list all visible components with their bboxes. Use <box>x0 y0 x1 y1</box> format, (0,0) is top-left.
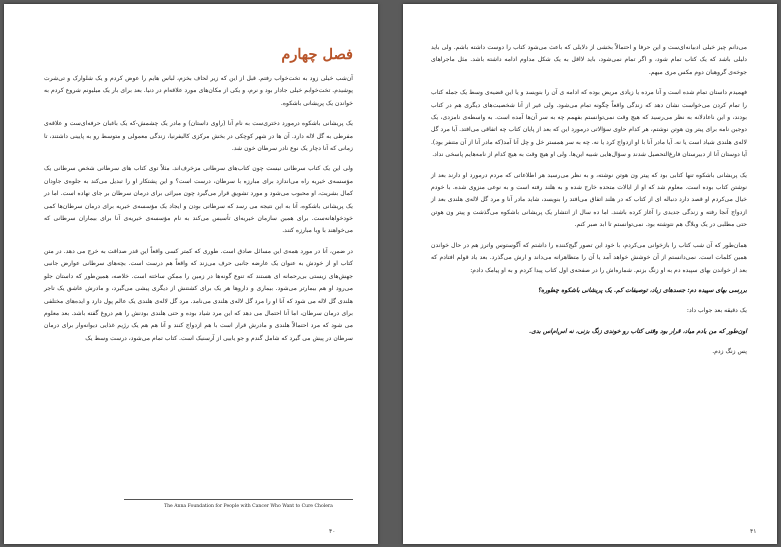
paragraph: همان‌طور که آن شب کتاب را بازخوانی می‌کردم، با خود این تصور گیج‌کننده را داشتم که آگوستوس واترز هم در حال خواندن همین کلمات است. نمی‌دانستم از آن خوشش خواهد آمد یا آن را متظاهرانه می‌داند و ارش می‌گذرد. بعد یاد قولم افتادم که بعد از خواندن بهای سپیده دم به او زنگ بزنم. شماره‌اش را در صفحه‌ی اول کتاب پیدا کردم و به او پیامک دادم: <box>431 241 747 274</box>
paragraph: یک پریشانی باشکوه تنها کتابی بود که پیتر ون هوتن نوشته، و به نظر می‌رسید هر اطلاعاتی که مردم درمورد او دارند بعد از نوشتن کتاب بوده است. معلوم شد که او از ایالات متحده خارج شده و به هلند رفته است و به نوعی منزوی شده. با خودم خیال می‌کردم او قصد دارد دنباله ای از کتاب که در هلند اتفاق می‌افتد را بنویسد، شاید مادر آنا و مرد گل لاله‌ی هلندی بعد از ازدواج آنجا رفته و زندگی جدیدی را آغاز کرده باشند. اما ده سال از انتشار یک پریشانی باشکوه می‌گذشت و پیتر ون هوتن حتی مطلبی در یک وبلاگ هم نتوشته بود. نمی‌توانستم تا ابد صبر کنم. <box>431 171 747 229</box>
paragraph: یک پریشانی باشکوه درمورد دختری‌ست به نام آنا (راوی داستان) و مادر یک چشمش-که یک باغبان حرفه‌ای‌ست و علاقه‌ی مفرطی به گل لاله دارد. آن ها در شهر کوچکی در بخش مرکزی کالیفرنیا، زندگی معمولی و متوسط رو به پایینی داشتند، تا زمانی که آنا دچار یک نوع نادر سرطان خون شد. <box>44 120 353 153</box>
page-number: ۴۱ <box>750 528 757 535</box>
paragraph: در ضمن، آنا در مورد همه‌ی این مسائل صادق است. طوری که کمتر کسی واقعاً این قدر صداقت به خرج می دهد. در متن کتاب او از خودش به عنوان یک عارضه جانبی حرف می‌زند که واقعاً هم درست است. بچه‌های سرطانی عوارض جانبی جهش‌های زیستی بی‌رحمانه ای هستند که تنوع گونه‌ها در زمین را ممکن ساخته است. خلاصه، همین‌طور که داستان جلو می‌رود او هم بیمارتر می‌شود. بیماری و داروها هر یک برای کشتنش از دیگری پیشی می‌گیرد، و مادرش عاشق یک تاجر هلندی گل لاله می شود که آنا او را مرد گل لاله‌ی هلندی می‌نامد. مرد گل لاله‌ی هلندی یک عالم پول دارد و ایده‌های مختلفی برای درمان سرطان، اما آنا احتمال می دهد که این مرد شیاد بوده و حتی هلندی بودنش را هم دروغ گفته باشد. بعد معلوم می شود که مرد احتمالاً هلندی و مادرش قرار است با هم ازدواج کنند و آنا هم هم یک رژیم غذایی دیوانه‌وار برای درمان سرطان در پیش می گیرد که شامل گندم و جو یا‌بیی از آرسنیک است. کتاب تمام می‌شود، درست وسط یک <box>44 247 353 342</box>
paragraph: فهمیدم داستان تمام شده است و آنا مرده یا زیادی مریض بوده که ادامه ی آن را بنویسد و یا این قضیه‌ی وسط یک جمله کتاب را تمام کردن می‌خواست نشان دهد که زندگی واقعاً چگونه تمام می‌شود. ولی غیر از آنا شخصیت‌های دیگری هم در کتاب بودند، و این ناعادلانه به نظر می‌رسید که هیچ وقت نمی‌توانستم بفهمم چه به سر آن‌ها آمده است. به واسطه‌ی نامزدی، یک دوجین نامه برای پیتر ون هوتن نوشتم، هر کدام حاوی سؤالاتی درمورد این که بعد از پایان کتاب چه اتفاقی می‌افتد. آیا مرد گل لاله‌ی هلندی شیاد است یا نه. آیا مادر آنا با او ازدواج کرد یا نه. چه به سر همستر خل و چل آنا آمد(که مادر آنا از آن متنفر بود). آیا دوستان آنا از دبیرستان فارغ‌التحصیل شدند و سؤال‌هایی شبیه این‌ها. ولی او هیچ وقت به هیچ کدام از نامه‌هایم پاسخی نداد. <box>431 89 747 159</box>
right-page <box>403 4 777 544</box>
text-message-quote: بررسی بهای سپیده دم: جسدهای زیاد، توصیفات کم. یک پریشانی باشکوه چطوره؟ <box>537 286 747 294</box>
left-page <box>4 4 378 544</box>
paragraph: پس زنگ زدم. <box>712 348 747 356</box>
paragraph: ولی این یک کتاب سرطانی نیست چون کتاب‌های سرطانی مزخرف‌اند. مثلاً توی کتاب های سرطانی شخص سرطانی یک مؤسسه‌ی خیریه راه می‌اندازد برای مبارزه با سرطان، درست است؟ و این پشتکار او را تبدیل می‌کند به جلوه‌ی جاودان کمال بشریت، او محبوب می‌شود و مورد تشویق قرار می‌گیرد چون میراثی برای درمان سرطان بر جای نهاده است. اما در یک پریشانی باشکوه، آنا به این نتیجه می رسد که سرطانی بودن و ایجاد یک مؤسسه‌ی خیریه برای درمان سرطان‌ها کمی خودخواهانه‌ست. برای همین سازمان خیریه‌ای تأسیس می‌کند به نام مؤسسه‌ی خیریه‌ی آنا برای بیماران سرطانی که می‌خواهند با وبا مبارزه کنند. <box>44 165 353 235</box>
footnote-divider <box>124 499 353 500</box>
text-message-quote: اون‌طور که من یادم میاد، قرار بود وقتی کتاب رو خوندی زنگ بزنی، نه اس‌ام‌اس بدی. <box>528 327 747 335</box>
paragraph: می‌دانم چیز خیلی ادبیانه‌ای‌ست و این حرفا و احتمالاً بخشی از دلایلی که باعث می‌شود کتاب را دوست داشته باشم. ولی باید دلیلی باشد که یک کتاب تمام شود، و اگر تمام نمی‌شود، باید لااقل به یک شکل مداوم ادامه داشته باشد. مثل ماجراهای جوخه‌ی گروهبان دوم مکس مری میهم. <box>431 44 747 76</box>
footnote: The Anna Foundation for People with Cancer Who Want to Cure Cholera <box>164 504 333 509</box>
page-number: ۴۰ <box>329 528 336 535</box>
paragraph: آن‌شب خیلی زود به تخت‌خواب رفتم. قبل از این که زیر لحاف بخزم، لباس هایم را عوض کردم و یک شلوارک و تی‌شرت پوشیدم. تخت‌خوابم خیلی جادار بود و نرم، و یکی از مکان‌های مورد علاقه‌ام در دنیا. بعد برای بار یک میلیونم شروع کردم به خواندن یک پریشانی باشکوه. <box>44 75 353 107</box>
paragraph: یک دقیقه بعد جواب داد: <box>686 307 747 315</box>
chapter-title: فصل چهارم <box>281 46 353 63</box>
